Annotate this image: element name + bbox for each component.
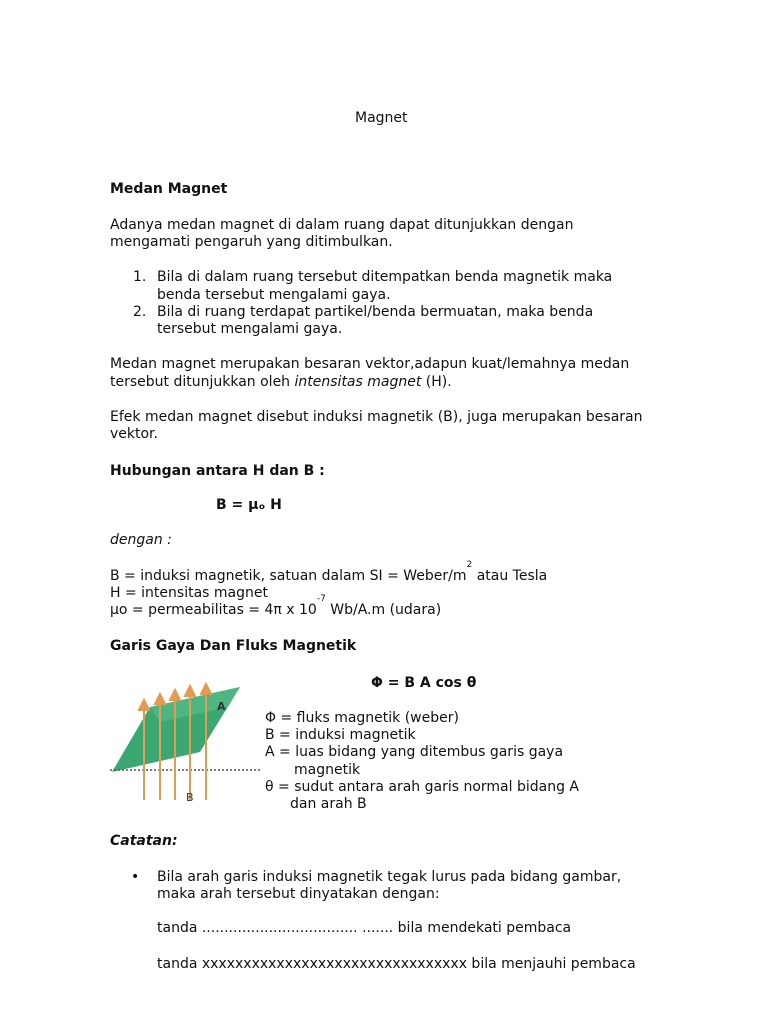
superscript-minus-7: -7 bbox=[316, 594, 326, 604]
flux-def-phi: Φ = fluks magnetik (weber) bbox=[265, 710, 459, 726]
definition-mu-text: μo = permeabilitas = 4π x 10 bbox=[110, 602, 317, 618]
definition-mu bbox=[110, 594, 442, 619]
list-number-1: 1. bbox=[133, 269, 147, 285]
flux-def-a-line-2: magnetik bbox=[294, 762, 361, 778]
field-arrow-head-3 bbox=[170, 690, 180, 700]
list-item-2-line-2: tersebut mengalami gaya. bbox=[157, 321, 343, 337]
list-item-1-line-2: benda tersebut mengalami gaya. bbox=[157, 287, 391, 303]
tanda-menjauhi: tanda xxxxxxxxxxxxxxxxxxxxxxxxxxxxxxxx bila menjauhi pembaca bbox=[157, 956, 636, 972]
list-number-2: 2. bbox=[133, 304, 147, 320]
tanda-mendekati: tanda ................................... ....... bila mendekati pembaca bbox=[157, 920, 572, 936]
flux-def-theta-line-1: θ = sudut antara arah garis normal bidang A bbox=[265, 779, 579, 795]
paragraph-2-suffix: (H). bbox=[421, 374, 452, 390]
figure-label-b: B bbox=[186, 791, 194, 802]
definition-b bbox=[110, 560, 548, 585]
paragraph-3-line-2: vektor. bbox=[110, 426, 158, 442]
flux-def-theta-line-2: dan arah B bbox=[290, 796, 367, 812]
flux-def-b: B = induksi magnetik bbox=[265, 727, 416, 743]
definition-b-unit: atau Tesla bbox=[472, 568, 548, 584]
figure-label-a: A bbox=[217, 700, 226, 713]
bullet-point: • bbox=[131, 869, 140, 885]
paragraph-3-line-1: Efek medan magnet disebut induksi magnetik (B), juga merupakan besaran bbox=[110, 409, 643, 425]
paragraph-2-line-2 bbox=[110, 374, 452, 391]
formula-b-mu-h: B = μₒ H bbox=[216, 497, 282, 513]
definition-mu-unit: Wb/A.m (udara) bbox=[325, 602, 442, 618]
dengan-label: dengan : bbox=[110, 532, 172, 548]
heading-garis-gaya: Garis Gaya Dan Fluks Magnetik bbox=[110, 638, 357, 654]
field-arrow-head-1 bbox=[139, 700, 149, 710]
intro-line-2: mengamati pengaruh yang ditimbulkan. bbox=[110, 234, 393, 250]
field-arrow-head-4 bbox=[185, 686, 195, 696]
definition-h: H = intensitas magnet bbox=[110, 585, 268, 601]
definition-b-text: B = induksi magnetik, satuan dalam SI = Weber/m bbox=[110, 568, 467, 584]
intensitas-magnet-term: intensitas magnet bbox=[294, 374, 422, 390]
heading-medan-magnet: Medan Magnet bbox=[110, 181, 228, 197]
note-line-2: maka arah tersebut dinyatakan dengan: bbox=[157, 886, 440, 902]
superscript-2: 2 bbox=[466, 560, 473, 570]
formula-flux: Φ = B A cos θ bbox=[371, 675, 477, 691]
list-item-2-line-1: Bila di ruang terdapat partikel/benda bermuatan, maka benda bbox=[157, 304, 594, 320]
flux-def-a-line-1: A = luas bidang yang ditembus garis gaya bbox=[265, 744, 564, 760]
intro-line-1: Adanya medan magnet di dalam ruang dapat ditunjukkan dengan bbox=[110, 217, 574, 233]
paragraph-2-line-1: Medan magnet merupakan besaran vektor,adapun kuat/lemahnya medan bbox=[110, 356, 630, 372]
note-line-1: Bila arah garis induksi magnetik tegak lurus pada bidang gambar, bbox=[157, 869, 622, 885]
heading-catatan: Catatan: bbox=[110, 833, 178, 849]
paragraph-2-text: tersebut ditunjukkan oleh bbox=[110, 374, 295, 390]
page-title: Magnet bbox=[355, 110, 408, 126]
field-arrow-head-2 bbox=[155, 694, 165, 704]
field-arrow-head-5 bbox=[201, 684, 211, 694]
flux-plane-figure bbox=[108, 682, 263, 802]
heading-hubungan: Hubungan antara H dan B : bbox=[110, 463, 325, 479]
list-item-1-line-1: Bila di dalam ruang tersebut ditempatkan benda magnetik maka bbox=[157, 269, 613, 285]
